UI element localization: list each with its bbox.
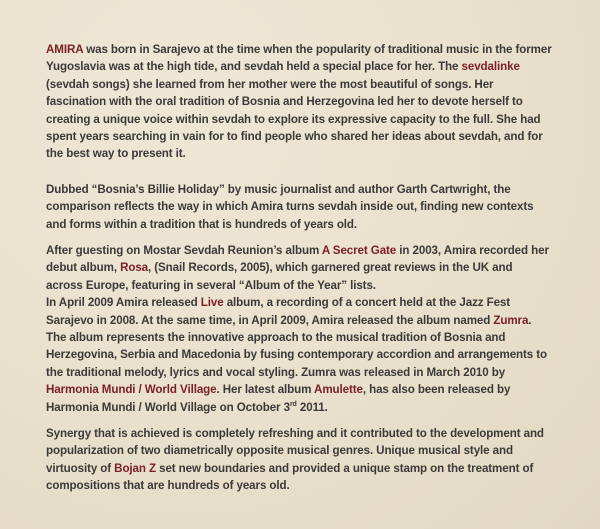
text-segment: , (Snail Records, 2005), which garnered great reviews in the UK and across Europe, featuring in several “Album of the Year” lists.	[46, 261, 513, 292]
term-sevdalinke: sevdalinke	[461, 60, 520, 74]
paragraph-discography	[46, 242, 552, 416]
album-amulette: Amulette	[314, 383, 363, 397]
text-segment: was born in Sarajevo at the time when the popularity of traditional music in the former Yugoslavia was at the high tide, and sevdah held a special place for her. The	[46, 43, 552, 74]
album-rosa: Rosa	[120, 261, 149, 275]
text-segment: In April 2009 Amira released	[46, 296, 201, 310]
album-zumra: Zumra	[493, 313, 529, 327]
ordinal-suffix: rd	[289, 400, 297, 408]
album-live: Live	[200, 296, 224, 310]
album-a-secret-gate: A Secret Gate	[321, 244, 397, 257]
text-segment: in 2003, Amira recorded her debut album,	[46, 244, 549, 275]
text-segment: , has also been released by Harmonia Mundi / World Village on October 3	[46, 383, 511, 414]
text-segment: (sevdah songs) she learned from her mother were the most beautiful of songs. Her fascination with the oral tradition of Bosnia and Herzegovina led her to devote herself to creating a unique voice within sevdah to explore its expressive capacity to the full. She had spent years searching in vain for to find people who shared her ideas about sevdah, and for the best way to present it.	[46, 77, 543, 161]
text-segment: 2011.	[296, 400, 328, 414]
text-segment: After guesting on Mostar Sevdah Reunion’s album	[46, 244, 322, 257]
text-segment: . The album represents the innovative approach to the musical tradition of Bosnia and Herzegovina, Serbia and Macedonia by fusing contemporary accordion and arrangements to the traditional melody, lyrics and vocal styling. Zumra was released in March 2010 by	[46, 313, 547, 379]
paragraph-biography	[46, 41, 552, 163]
paragraph-billie-holiday	[46, 181, 552, 233]
name-bojan-z: Bojan Z	[114, 461, 156, 475]
text-segment: Synergy that is achieved is completely refreshing and it contributed to the development and popularization of two diametrically opposite musical genres. Unique musical style and virtuosity of	[46, 427, 544, 475]
paragraph-synergy	[46, 425, 552, 495]
text-segment: album, a recording of a concert held at the Jazz Fest Sarajevo in 2008. At the same time, in April 2009, Amira released the album named	[46, 296, 511, 327]
name-amira: AMIRA	[46, 43, 84, 56]
text-segment: Dubbed “Bosnia’s Billie Holiday” by music journalist and author Garth Cartwright, the comparison reflects the way in which Amira turns sevdah inside out, finding new contexts and forms within a tradition that is hundreds of years old.	[46, 183, 534, 231]
text-segment: . Her latest album	[216, 383, 315, 397]
label-harmonia-mundi: Harmonia Mundi / World Village	[46, 383, 217, 397]
text-segment: set new boundaries and provided a unique stamp on the treatment of compositions that are hundreds of years old.	[46, 461, 534, 493]
